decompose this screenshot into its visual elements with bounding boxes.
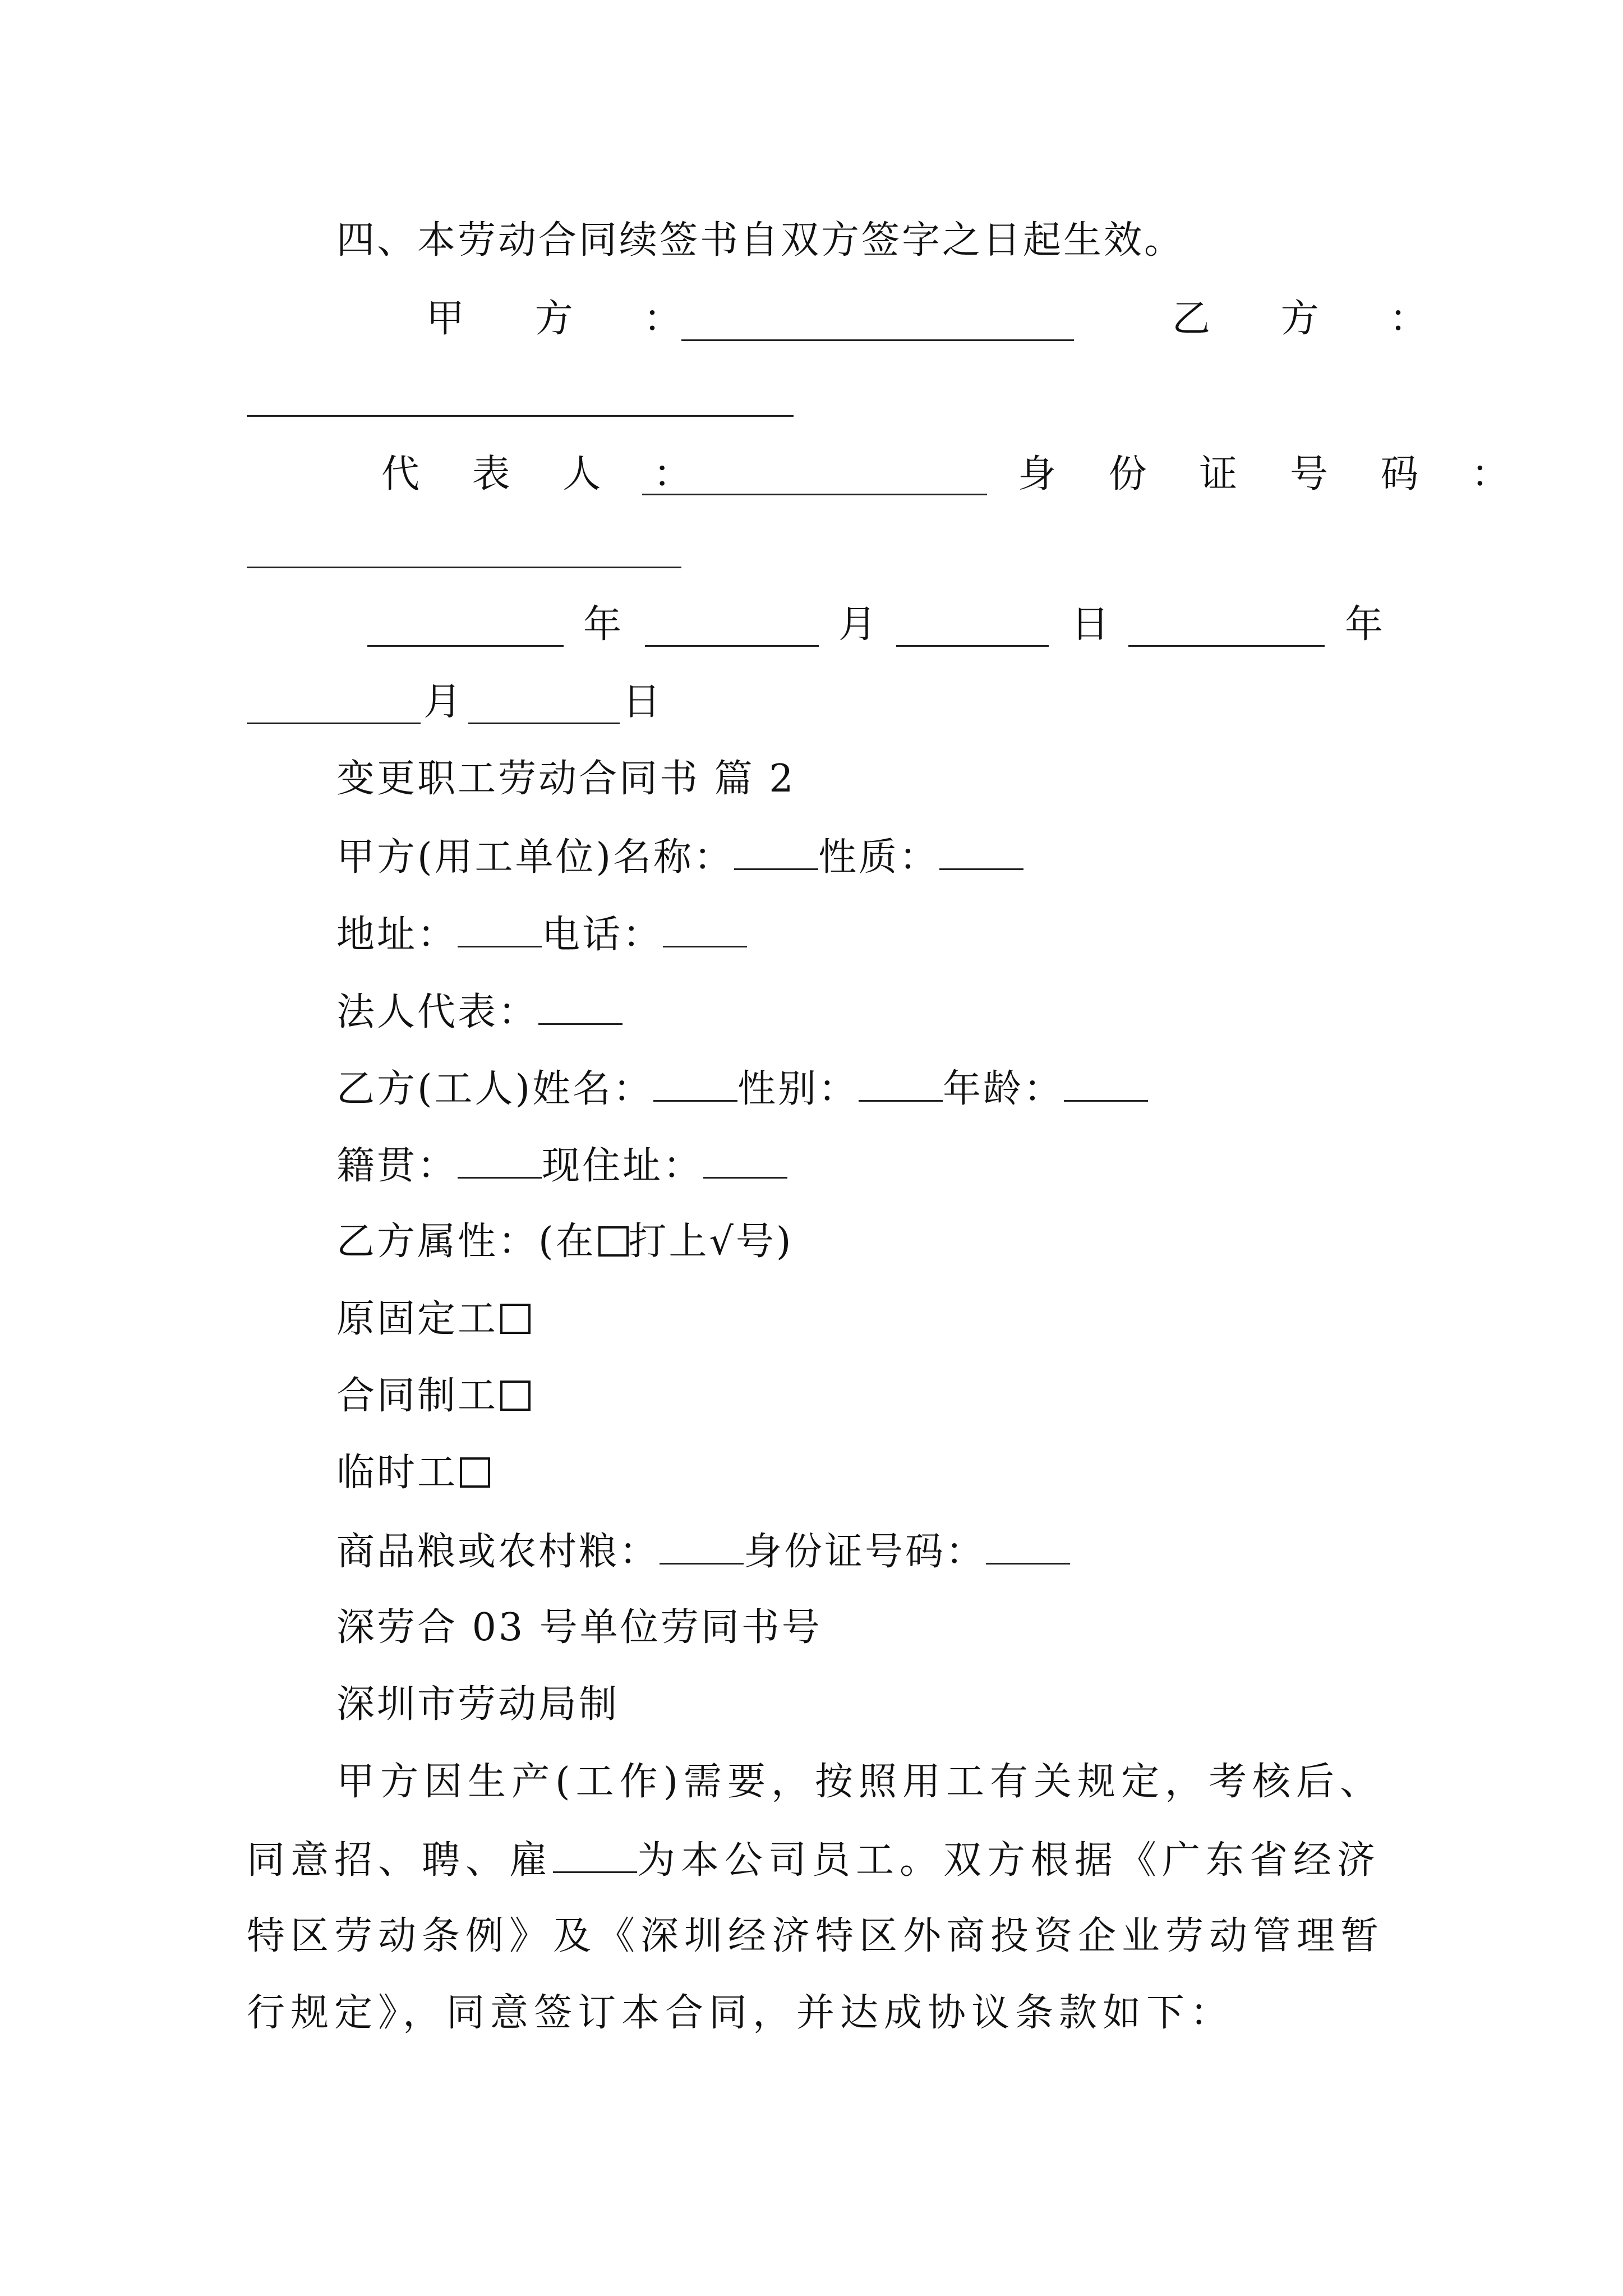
temp-worker-checkbox[interactable]: [460, 1457, 490, 1488]
section-title: 变更职工劳动合同书 篇 2: [336, 757, 796, 801]
employer-name-blank[interactable]: [734, 837, 818, 870]
grain-blank[interactable]: [660, 1531, 744, 1565]
address-blank[interactable]: [458, 914, 542, 947]
phone-blank[interactable]: [663, 914, 747, 947]
representative-signature-line[interactable]: [642, 494, 987, 495]
id-number-line[interactable]: [247, 567, 681, 568]
party-a-label: 甲 方 ：: [426, 297, 711, 341]
fixed-worker-label: 原固定工: [336, 1297, 499, 1341]
gender-label: 性别：: [737, 1067, 859, 1111]
party-b-signature-line[interactable]: [247, 415, 794, 417]
worker-name-blank[interactable]: [653, 1069, 737, 1102]
issuer: 深圳市劳动局制: [336, 1682, 620, 1727]
date-b-year-blank[interactable]: [1128, 645, 1325, 647]
date-b-year-unit: 年: [1345, 602, 1386, 647]
hire-name-blank[interactable]: [553, 1840, 637, 1873]
fixed-worker-checkbox[interactable]: [500, 1304, 531, 1334]
body-line-4: 行规定》，同意签订本合同，并达成协议条款如下：: [247, 1991, 1234, 2035]
temp-worker-row: [336, 1451, 490, 1495]
date-a-year-unit: 年: [583, 602, 624, 647]
date-a-day-blank[interactable]: [896, 645, 1049, 647]
nature-blank[interactable]: [939, 837, 1023, 870]
contract-worker-row: [336, 1374, 531, 1418]
age-label: 年龄：: [943, 1067, 1064, 1111]
attribute-label: 乙方属性：(在: [336, 1220, 596, 1264]
worker-name-label: 乙方(工人)姓名：: [336, 1067, 654, 1111]
legal-rep-row: [336, 992, 623, 1032]
date-b-day-unit: 日: [623, 680, 663, 724]
gender-blank[interactable]: [859, 1069, 943, 1102]
body-line-2a: 同意招、聘、雇: [247, 1838, 554, 1883]
id-number-label: 身 份 证 号 码 ：: [1018, 452, 1530, 496]
form-number: 深劳合 03 号单位劳同书号: [336, 1605, 822, 1650]
legal-rep-label: 法人代表：: [336, 990, 539, 1034]
employer-row: [336, 835, 1023, 880]
legal-rep-blank[interactable]: [538, 992, 623, 1025]
current-address-blank[interactable]: [703, 1145, 787, 1179]
party-b-label: 乙 方 ：: [1172, 297, 1457, 341]
employer-name-label: 甲方(用工单位)名称：: [336, 835, 735, 880]
body-line-2: [247, 1838, 1381, 1883]
date-a-day-unit: 日: [1071, 602, 1112, 647]
attribute-tail: 打上√号): [628, 1220, 794, 1264]
nature-label: 性质：: [818, 835, 940, 880]
contract-worker-checkbox[interactable]: [500, 1381, 531, 1411]
date-a-month-blank[interactable]: [645, 645, 819, 647]
date-a-month-unit: 月: [838, 602, 879, 647]
representative-label: 代 表 人 ：: [381, 452, 712, 496]
body-line-1: 甲方因生产(工作)需要，按照用工有关规定，考核后、: [336, 1760, 1384, 1804]
contract-worker-label: 合同制工: [336, 1374, 499, 1418]
party-a-signature-line[interactable]: [681, 339, 1074, 341]
current-address-label: 现住址：: [542, 1144, 704, 1188]
native-place-blank[interactable]: [458, 1145, 542, 1179]
address-label: 地址：: [336, 913, 458, 957]
clause-4: 四、本劳动合同续签书自双方签字之日起生效。: [336, 218, 1185, 263]
native-place-label: 籍贯：: [336, 1144, 458, 1188]
attribute-row: [336, 1220, 794, 1264]
date-a-year-blank[interactable]: [367, 645, 564, 647]
id-number-field-label: 身份证号码：: [744, 1530, 986, 1574]
grain-row: [336, 1530, 1070, 1574]
body-line-3: 特区劳动条例》及《深圳经济特区外商投资企业劳动管理暂: [247, 1914, 1385, 1958]
phone-label: 电话：: [542, 913, 663, 957]
date-b-month-unit: 月: [423, 680, 464, 724]
temp-worker-label: 临时工: [336, 1451, 458, 1495]
native-place-row: [336, 1144, 787, 1188]
body-line-2b: 为本公司员工。双方根据《广东省经济: [637, 1838, 1381, 1883]
date-b-month-blank[interactable]: [247, 723, 421, 724]
fixed-worker-row: [336, 1297, 531, 1341]
age-blank[interactable]: [1064, 1069, 1148, 1102]
grain-label: 商品粮或农村粮：: [336, 1530, 660, 1574]
checkbox-icon: [598, 1226, 629, 1257]
address-row: [336, 913, 747, 957]
date-b-day-blank[interactable]: [468, 723, 620, 724]
id-number-field-blank[interactable]: [986, 1531, 1070, 1565]
worker-row: [336, 1067, 1148, 1111]
